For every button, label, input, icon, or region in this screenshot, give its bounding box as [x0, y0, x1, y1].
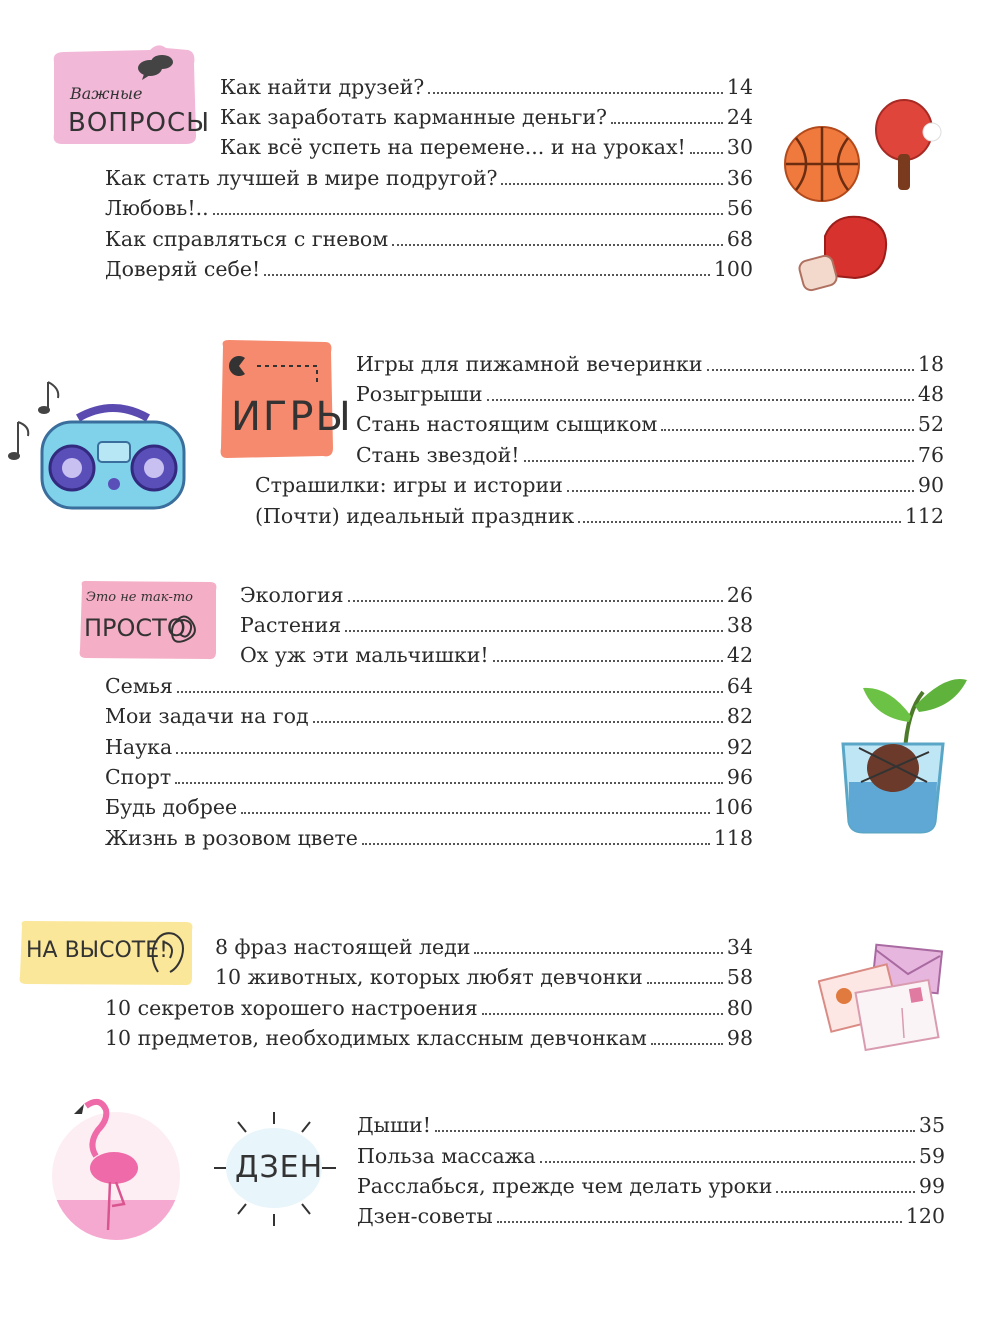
toc-entry[interactable] — [105, 701, 753, 731]
toc-entry[interactable] — [105, 224, 753, 254]
toc-entry[interactable] — [105, 254, 753, 284]
dot-leader — [428, 91, 723, 94]
badge-line1: Это не так-то — [86, 590, 194, 605]
dot-leader — [578, 520, 901, 523]
toc-entry[interactable] — [105, 671, 753, 701]
dot-leader — [213, 212, 723, 215]
entry-page: 100 — [713, 257, 753, 281]
badge-line2: ВОПРОСЫ — [68, 108, 211, 138]
entry-page: 92 — [726, 735, 753, 759]
entry-title: 10 секретов хорошего настроения — [105, 996, 478, 1020]
entry-title: Стань звездой! — [356, 443, 520, 467]
dot-leader — [493, 659, 723, 662]
section-badge-zen — [210, 1110, 340, 1228]
entry-page: 26 — [726, 583, 753, 607]
entry-page: 98 — [726, 1026, 753, 1050]
ping-pong-paddle-icon — [872, 96, 948, 196]
toc-entry[interactable] — [356, 349, 944, 379]
entry-page: 35 — [918, 1113, 945, 1137]
entry-title: Семья — [105, 674, 173, 698]
dot-leader — [362, 842, 710, 845]
entry-page: 120 — [905, 1204, 945, 1228]
entry-title: Дзен-советы — [357, 1204, 493, 1228]
section-badge-on-top — [18, 920, 194, 986]
badge-label: ДЗЕН — [235, 1150, 324, 1185]
badge-line2: ПРОСТО — [84, 614, 186, 642]
entry-title: 10 предметов, необходимых классным девчонкам — [105, 1026, 647, 1050]
toc-entry[interactable] — [215, 932, 753, 962]
section-badge-games — [217, 338, 353, 460]
badge-label: ИГРЫ — [231, 394, 353, 440]
dot-leader — [345, 629, 723, 632]
entry-title: Польза массажа — [357, 1144, 536, 1168]
dot-leader — [177, 690, 723, 693]
section-badge-not-so-simple — [78, 580, 218, 660]
entry-title: Будь добрее — [105, 795, 238, 819]
entry-page: 24 — [726, 105, 753, 129]
entry-title: Как справляться с гневом — [105, 227, 389, 251]
dot-leader — [690, 151, 723, 154]
toc-entry[interactable] — [220, 132, 753, 162]
entry-page: 14 — [726, 75, 753, 99]
entry-title: Стань настоящим сыщиком — [356, 412, 658, 436]
entry-title: Доверяй себе! — [105, 257, 261, 281]
entry-title: Как найти друзей? — [220, 75, 425, 99]
entry-page: 82 — [726, 704, 753, 728]
entry-title: Дыши! — [357, 1113, 431, 1137]
boxing-glove-icon — [795, 206, 895, 298]
toc-entry[interactable] — [356, 379, 944, 409]
dot-leader — [392, 243, 723, 246]
toc-entry[interactable] — [356, 440, 944, 470]
entry-page: 42 — [726, 643, 753, 667]
toc-entry[interactable] — [105, 792, 753, 822]
dot-leader — [647, 981, 723, 984]
entry-title: Игры для пижамной вечеринки — [356, 352, 703, 376]
entry-page: 18 — [917, 352, 944, 376]
entry-page: 90 — [917, 473, 944, 497]
toc-entry[interactable] — [255, 470, 944, 500]
entry-page: 56 — [726, 196, 753, 220]
entry-title: Страшилки: игры и истории — [255, 473, 563, 497]
dot-leader — [776, 1190, 915, 1193]
toc-entry[interactable] — [240, 610, 753, 640]
toc-entry[interactable] — [357, 1141, 945, 1171]
entry-page: 96 — [726, 765, 753, 789]
entry-title: Розыгрыши — [356, 382, 483, 406]
entry-page: 99 — [918, 1174, 945, 1198]
entry-page: 58 — [726, 965, 753, 989]
entry-title: Экология — [240, 583, 344, 607]
dot-leader — [707, 368, 914, 371]
dot-leader — [661, 428, 914, 431]
entry-title: Мои задачи на год — [105, 704, 309, 728]
entry-page: 76 — [917, 443, 944, 467]
dot-leader — [487, 398, 914, 401]
entry-title: Ох уж эти мальчишки! — [240, 643, 489, 667]
dot-leader — [474, 951, 722, 954]
entry-title: Спорт — [105, 765, 172, 789]
dot-leader — [611, 121, 723, 124]
entry-page: 48 — [917, 382, 944, 406]
dot-leader — [241, 811, 710, 814]
toc-entry[interactable] — [105, 163, 753, 193]
dot-leader — [482, 1012, 723, 1015]
toc-entry[interactable] — [220, 72, 753, 102]
entry-title: 8 фраз настоящей леди — [215, 935, 471, 959]
entry-page: 30 — [726, 135, 753, 159]
toc-entry[interactable] — [220, 102, 753, 132]
entry-page: 112 — [904, 504, 944, 528]
toc-entry[interactable] — [240, 640, 753, 670]
dot-leader — [264, 273, 710, 276]
toc-entry[interactable] — [356, 409, 944, 439]
entry-page: 80 — [726, 996, 753, 1020]
badge-label: НА ВЫСОТЕ! — [26, 938, 168, 963]
toc-entry[interactable] — [105, 732, 753, 762]
dot-leader — [348, 599, 723, 602]
envelopes-postcards-icon — [818, 942, 952, 1070]
dot-leader — [175, 781, 723, 784]
toc-entry[interactable] — [105, 193, 753, 223]
toc-entry[interactable] — [357, 1110, 945, 1140]
dot-leader — [501, 182, 722, 185]
entry-title: Как стать лучшей в мире подругой? — [105, 166, 498, 190]
toc-entry[interactable] — [105, 762, 753, 792]
entry-page: 64 — [726, 674, 753, 698]
entry-page: 34 — [726, 935, 753, 959]
toc-entry[interactable] — [215, 962, 753, 992]
dot-leader — [540, 1160, 915, 1163]
sprouting-avocado-seed-icon — [835, 672, 975, 836]
flamingo-icon — [52, 1090, 184, 1242]
dot-leader — [313, 720, 723, 723]
entry-title: Как заработать карманные деньги? — [220, 105, 608, 129]
entry-page: 52 — [917, 412, 944, 436]
dot-leader — [524, 459, 914, 462]
entry-title: Расслабься, прежде чем делать уроки — [357, 1174, 773, 1198]
dot-leader — [176, 751, 723, 754]
dot-leader — [497, 1220, 902, 1223]
entry-page: 36 — [726, 166, 753, 190]
entry-page: 68 — [726, 227, 753, 251]
entry-title: (Почти) идеальный праздник — [255, 504, 575, 528]
toc-entry[interactable] — [357, 1171, 945, 1201]
dot-leader — [651, 1042, 723, 1045]
toc-entry[interactable] — [105, 1023, 753, 1053]
toc-entry[interactable] — [357, 1201, 945, 1231]
entry-title: Наука — [105, 735, 173, 759]
dot-leader — [435, 1129, 915, 1132]
dot-leader — [567, 489, 914, 492]
badge-line1: Важные — [70, 84, 143, 103]
entry-title: Как всё успеть на перемене... и на уроках! — [220, 135, 686, 159]
entry-page: 106 — [713, 795, 753, 819]
entry-title: Растения — [240, 613, 342, 637]
section-badge-important-questions — [50, 44, 211, 148]
basketball-icon — [782, 124, 864, 204]
boombox-icon — [38, 398, 188, 518]
entry-title: Жизнь в розовом цвете — [105, 826, 358, 850]
entry-title: Любовь!.. — [105, 196, 209, 220]
entry-title: 10 животных, которых любят девчонки — [215, 965, 643, 989]
entry-page: 38 — [726, 613, 753, 637]
toc-entry[interactable] — [255, 501, 944, 531]
toc-entry[interactable] — [105, 823, 753, 853]
toc-entry[interactable] — [105, 993, 753, 1023]
entry-page: 118 — [713, 826, 753, 850]
entry-page: 59 — [918, 1144, 945, 1168]
toc-entry[interactable] — [240, 580, 753, 610]
